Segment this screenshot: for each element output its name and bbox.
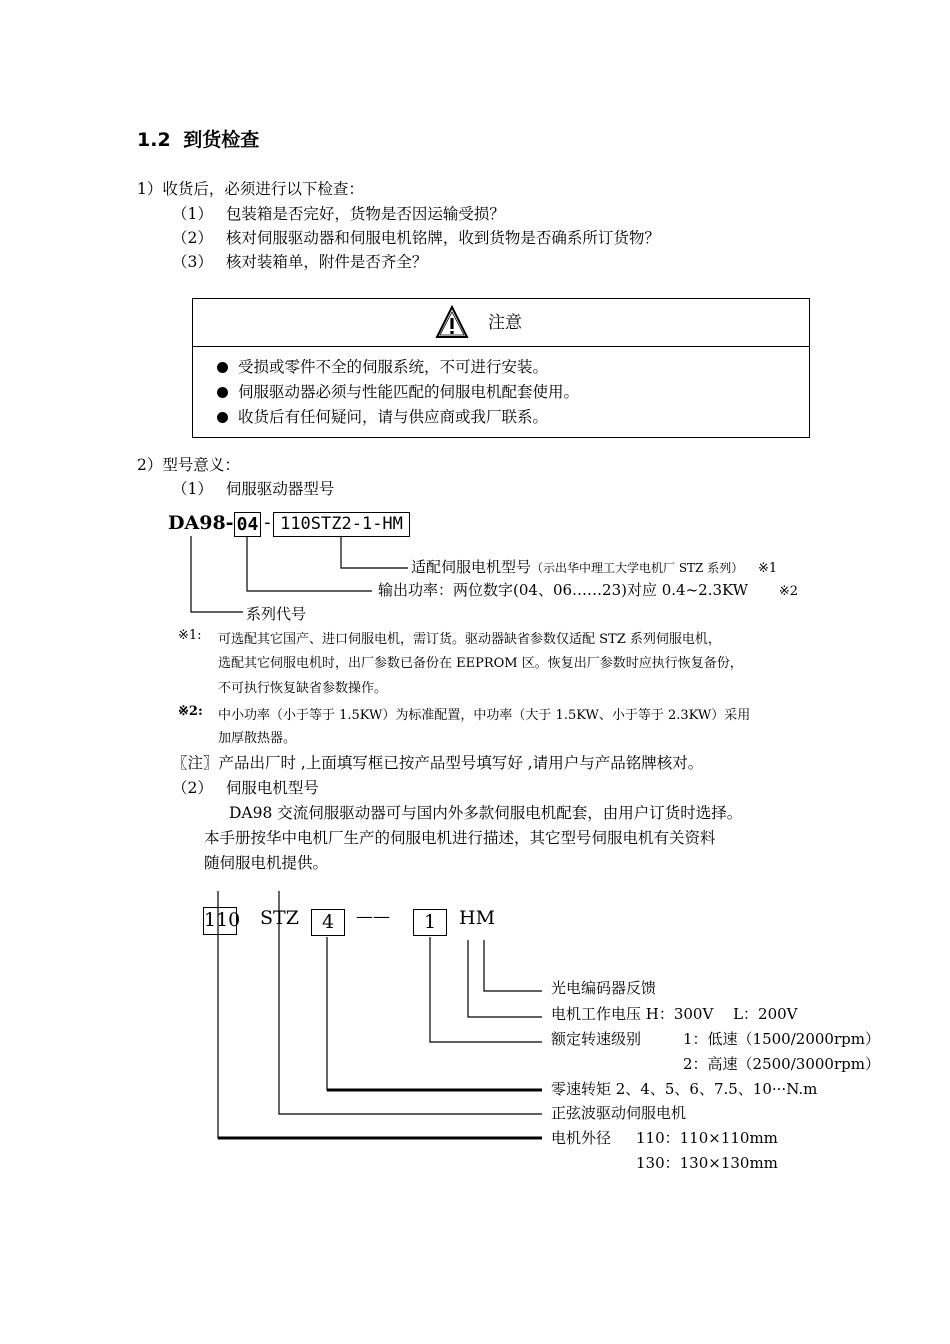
motor-code-suffix: HM (459, 907, 496, 929)
desc-speed-2: 2：高速（2500/3000rpm） (683, 1055, 880, 1073)
note2-line: 中小功率（小于等于 1.5KW）为标准配置，中功率（大于 1.5KW、小于等于 2.3KW）采用 (218, 708, 751, 723)
note1-line: 可选配其它国产、进口伺服电机，需订货。驱动器缺省参数仅适配 STZ 系列伺服电机， (218, 632, 721, 647)
check-item-text: 核对伺服驱动器和伺服电机铭牌，收到货物是否确系所订货物？ (225, 229, 660, 247)
desc-diameter-label: 电机外径 (551, 1129, 612, 1147)
note2-mark: ※2: (178, 704, 203, 719)
motor-code-dash: —— (356, 907, 390, 927)
check-item-num: （3） (172, 253, 213, 271)
desc-speed-label: 额定转速级别 (551, 1030, 642, 1048)
desc-diameter-110: 110：110×110mm (636, 1129, 778, 1147)
section-title: 到货检查 (183, 129, 260, 151)
note1-line: 不可执行恢复缺省参数操作。 (218, 681, 388, 696)
driver-model-heading: （1） 伺服驱动器型号 (172, 480, 335, 498)
desc-torque: 零速转矩 2、4、5、6、7.5、10···N.m (551, 1080, 818, 1098)
desc-series: 系列代号 (246, 605, 307, 623)
desc-motor-type: 适配伺服电机型号（示出华中理工大学电机厂 STZ 系列） ※1 (411, 558, 778, 576)
check-intro: 1）收货后，必须进行以下检查： (137, 180, 364, 198)
check-item-text: 包装箱是否完好，货物是否因运输受损？ (225, 205, 505, 223)
motor-paragraph-line: DA98 交流伺服驱动器可与国内外多款伺服电机配套，由用户订货时选择。 (229, 804, 743, 822)
driver-code-motor-box: 110STZ2-1-HM (273, 512, 410, 537)
driver-code-prefix: DA98- (168, 512, 234, 534)
caution-item: 伺服驱动器必须与性能匹配的伺服电机配套使用。 (217, 380, 579, 402)
caution-title: 注意 (488, 313, 522, 333)
motor-paragraph-line: 随伺服电机提供。 (204, 854, 329, 872)
desc-power: 输出功率：两位数字(04、06……23)对应 0.4~2.3KW ※2 (378, 581, 799, 599)
note2-line: 加厚散热器。 (218, 731, 297, 746)
driver-code-power-box: 04 (234, 512, 261, 537)
desc-type: 正弦波驱动伺服电机 (551, 1104, 687, 1122)
desc-voltage: 电机工作电压 H：300V L：200V (551, 1005, 798, 1023)
motor-code-torque-box: 4 (311, 909, 345, 936)
section-number: 1.2 (137, 129, 171, 151)
note1-mark: ※1: (178, 628, 202, 643)
remark: 〖注〗产品出厂时 ,上面填写框已按产品型号填写好 ,请用户与产品铭牌核对。 (172, 754, 704, 772)
desc-encoder: 光电编码器反馈 (551, 979, 657, 997)
desc-speed-1: 1：低速（1500/2000rpm） (683, 1030, 880, 1048)
check-item-text: 核对装箱单，附件是否齐全？ (225, 253, 428, 271)
driver-code-dash: - (262, 512, 273, 533)
motor-code-diameter-box: 110 (203, 907, 237, 935)
check-item-num: （1） (172, 205, 213, 223)
model-intro: 2）型号意义： (137, 456, 240, 474)
motor-paragraph-line: 本手册按华中电机厂生产的伺服电机进行描述，其它型号伺服电机有关资料 (204, 829, 716, 847)
caution-item: 受损或零件不全的伺服系统，不可进行安装。 (217, 355, 548, 377)
motor-code-speed-box: 1 (413, 909, 447, 936)
check-item-num: （2） (172, 229, 213, 247)
note1-line: 选配其它伺服电机时，出厂参数已备份在 EEPROM 区。恢复出厂参数时应执行恢复备份， (218, 656, 743, 671)
desc-diameter-130: 130：130×130mm (636, 1154, 778, 1172)
caution-item: 收货后有任何疑问，请与供应商或我厂联系。 (217, 405, 548, 427)
motor-code-type: STZ (260, 907, 299, 929)
motor-model-heading: （2） 伺服电机型号 (172, 779, 319, 797)
